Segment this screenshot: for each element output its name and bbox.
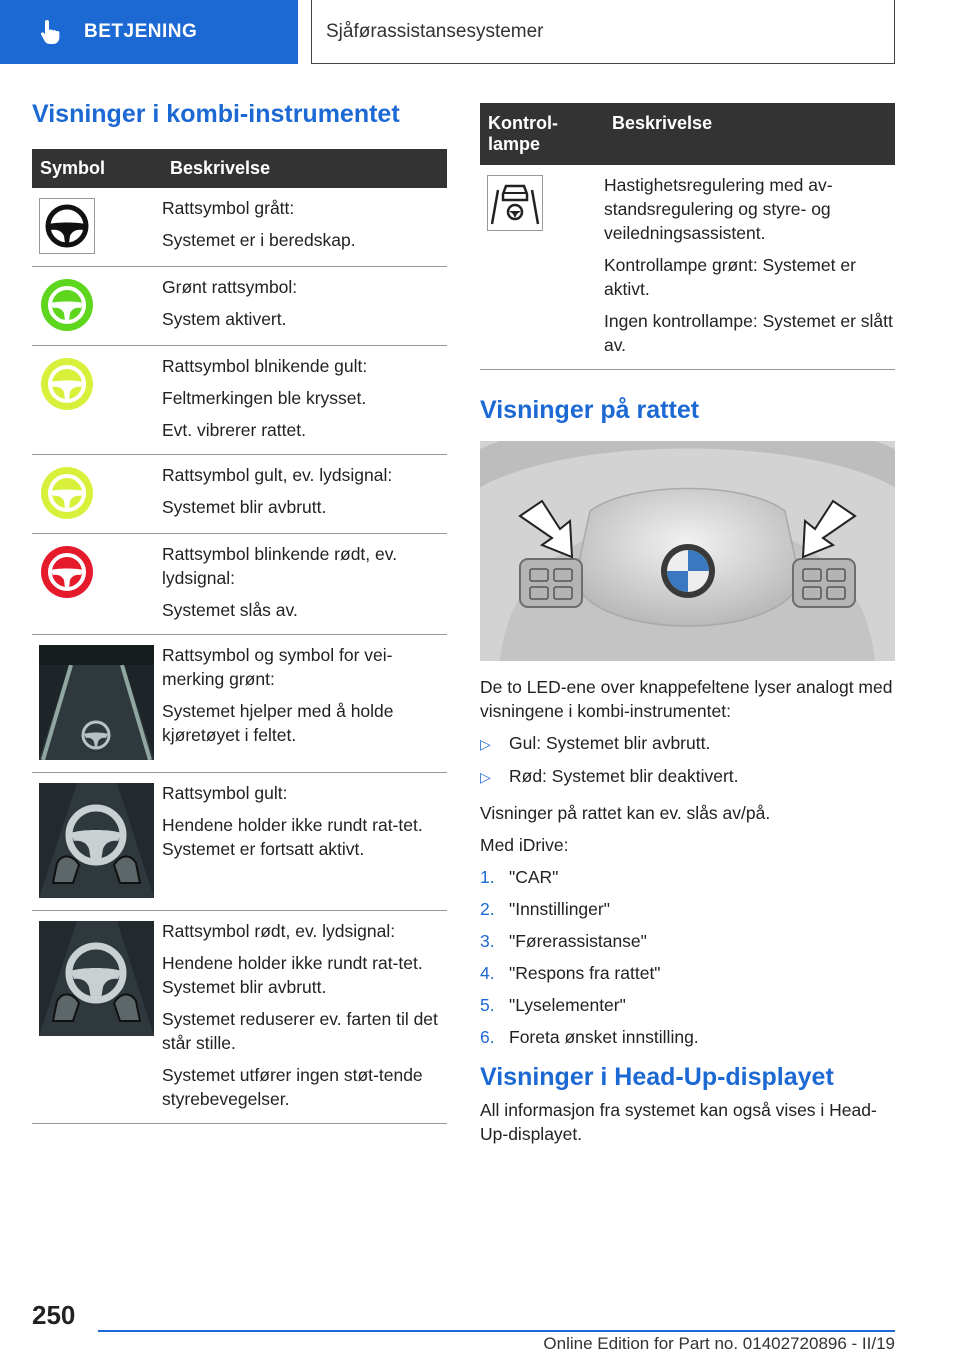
col-header-symbol: Symbol xyxy=(32,149,162,188)
table-row xyxy=(32,188,447,267)
row-text: Feltmerkingen ble krysset. xyxy=(162,388,367,408)
row-text: Hastighetsregulering med av-standsregulering og styre- og veiledningsassistent. xyxy=(604,175,833,243)
table-row xyxy=(32,534,447,635)
toggle-text: Visninger på rattet kan ev. slås av/på. xyxy=(480,803,771,823)
table-row xyxy=(32,267,447,346)
triangle-bullet-icon: ▷ xyxy=(480,736,491,752)
col-header-desc: Beskrivelse xyxy=(162,149,447,188)
steering-wheel-yellow-blinking-icon xyxy=(39,356,95,412)
row-text: Grønt rattsymbol: xyxy=(162,277,298,297)
section-heading-hud: Visninger i Head-Up-displayet xyxy=(480,1063,834,1091)
list-item: 6. Foreta ønsket innstilling. xyxy=(480,1027,699,1047)
row-text: Kontrollampe grønt: Systemet er aktivt. xyxy=(604,255,856,299)
table-row xyxy=(480,165,895,370)
steering-wheel-green-icon xyxy=(39,277,95,333)
steering-wheel-grey-icon xyxy=(39,198,95,254)
row-text: Hendene holder ikke rundt rat-tet. Systemet er fortsatt aktivt. xyxy=(162,815,423,859)
list-item: ▷ Rød: Systemet blir deaktivert. xyxy=(480,764,895,789)
row-text: Systemet hjelper med å holde kjøretøyet i feltet. xyxy=(162,701,394,745)
driving-assistant-lamp-icon xyxy=(487,175,543,231)
row-text: Ingen kontrollampe: Systemet er slått av. xyxy=(604,311,893,355)
section-tab[interactable] xyxy=(0,0,298,64)
idrive-text: Med iDrive: xyxy=(480,835,569,855)
steering-wheel-photo xyxy=(480,441,895,661)
row-text: Rattsymbol gult, ev. lydsignal: xyxy=(162,465,393,485)
row-text: Evt. vibrerer rattet. xyxy=(162,420,306,440)
left-column xyxy=(32,100,447,1124)
idrive-steps xyxy=(480,865,895,1049)
row-text: Systemet utfører ingen støt-tende styrebevegelser. xyxy=(162,1065,423,1109)
section-heading-wheel: Visninger på rattet xyxy=(480,396,700,424)
row-text: Rattsymbol grått: xyxy=(162,198,295,218)
triangle-bullet-icon: ▷ xyxy=(480,769,491,785)
list-item: ▷ Gul: Systemet blir avbrutt. xyxy=(480,731,895,756)
table-row xyxy=(32,911,447,1124)
edition-text: Online Edition for Part no. 01402720896 - II/19 xyxy=(543,1334,895,1353)
steering-wheel-red-icon xyxy=(39,544,95,600)
lamp-table xyxy=(480,103,895,370)
right-column xyxy=(480,103,895,1154)
section-heading-instrument: Visninger i kombi-instrumentet xyxy=(32,100,400,128)
hands-off-red-icon xyxy=(39,921,154,1036)
table-row xyxy=(32,346,447,455)
table-row xyxy=(32,635,447,773)
table-row xyxy=(32,455,447,534)
list-item: 1. "CAR" xyxy=(480,867,559,887)
wheel-intro-text: De to LED-ene over knappefeltene lyser analogt med visningene i kombi-instrumentet: xyxy=(480,677,893,721)
list-item: 4. "Respons fra rattet" xyxy=(480,963,661,983)
col-header-lamp: Kontrol-lampe xyxy=(480,103,604,165)
row-text: Rattsymbol rødt, ev. lydsignal: xyxy=(162,921,396,941)
list-item: 2. "Innstillinger" xyxy=(480,899,610,919)
list-item: 5. "Lyselementer" xyxy=(480,995,626,1015)
hud-text: All informasjon fra systemet kan også vises i Head-Up-displayet. xyxy=(480,1100,877,1144)
row-text: Systemet blir avbrutt. xyxy=(162,497,327,517)
row-text: Systemet slås av. xyxy=(162,600,298,620)
chapter-title: Sjåførassistansesystemer xyxy=(311,0,895,64)
pointing-hand-icon xyxy=(36,17,66,47)
symbol-table xyxy=(32,149,447,1124)
row-text: Systemet reduserer ev. farten til det står stille. xyxy=(162,1009,438,1053)
col-header-desc: Beskrivelse xyxy=(604,103,895,165)
hands-off-yellow-icon xyxy=(39,783,154,898)
footer-divider xyxy=(98,1330,895,1332)
row-text: Rattsymbol og symbol for vei-merking grønt: xyxy=(162,645,393,689)
list-item: 3. "Førerassistanse" xyxy=(480,931,647,951)
section-label: BETJENING xyxy=(84,21,198,42)
steering-wheel-yellow-icon xyxy=(39,465,95,521)
row-text: Rattsymbol blinkende rødt, ev. lydsignal: xyxy=(162,544,398,588)
table-row xyxy=(32,773,447,911)
row-text: Hendene holder ikke rundt rat-tet. Systemet blir avbrutt. xyxy=(162,953,423,997)
led-list xyxy=(480,731,895,789)
page-number: 250 xyxy=(32,1300,76,1330)
row-text: Systemet er i beredskap. xyxy=(162,230,356,250)
row-text: System aktivert. xyxy=(162,309,287,329)
lane-display-green-icon xyxy=(39,645,154,760)
row-text: Rattsymbol gult: xyxy=(162,783,288,803)
row-text: Rattsymbol blnikende gult: xyxy=(162,356,368,376)
